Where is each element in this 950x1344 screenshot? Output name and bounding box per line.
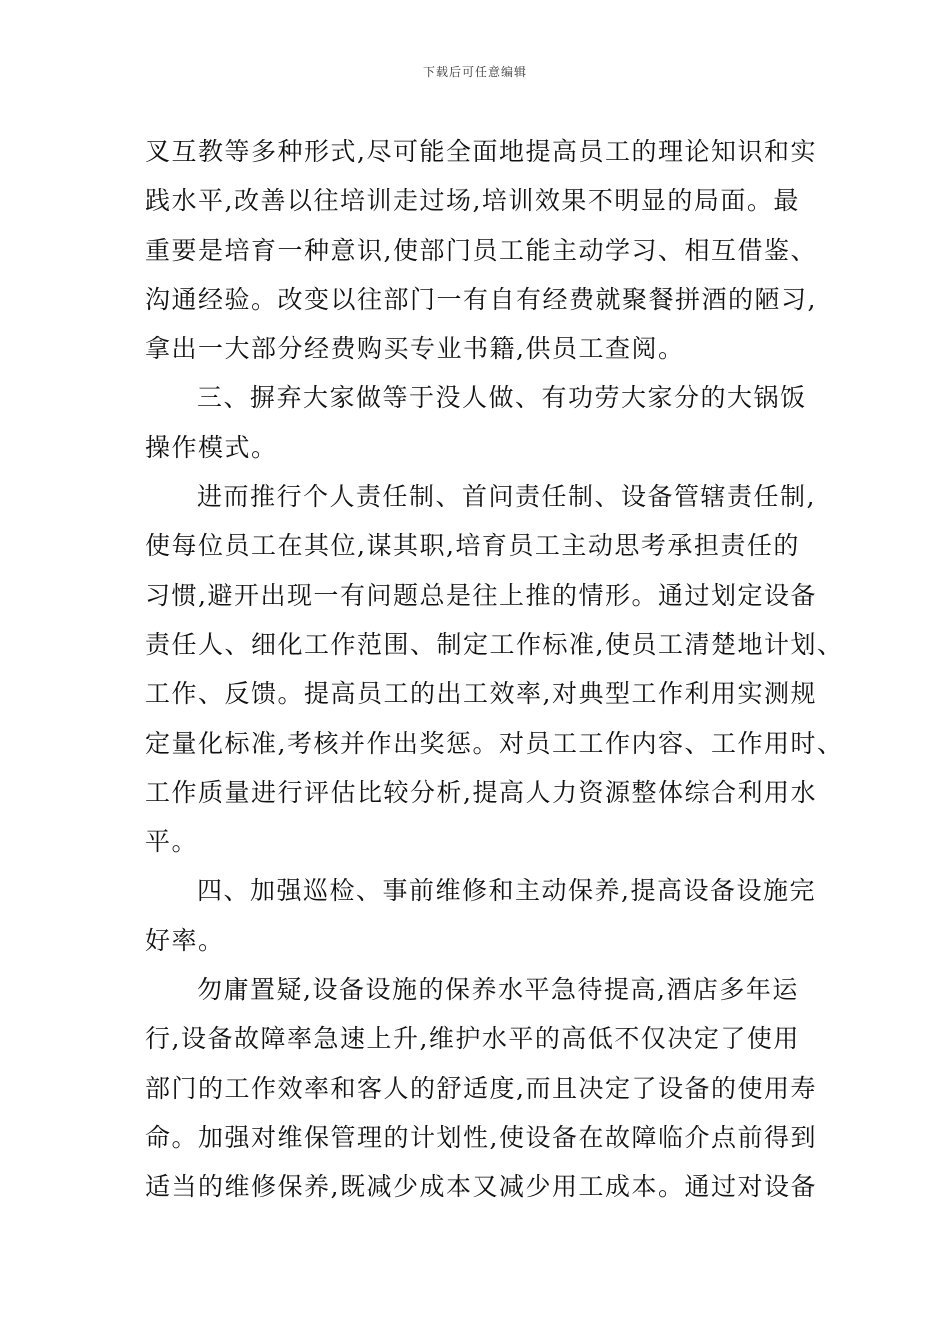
section-heading-three-cont: 操作模式。 xyxy=(145,432,278,462)
text-line: 适当的维修保养,既减少成本又减少用工成本。通过对设备 xyxy=(145,1172,817,1202)
text-line: 沟通经验。改变以往部门一有自有经费就聚餐拼酒的陋习, xyxy=(145,284,817,314)
text-line: 使每位员工在其位,谋其职,培育员工主动思考承担责任的 xyxy=(145,531,800,561)
text-line: 习惯,避开出现一有问题总是往上推的情形。通过划定设备 xyxy=(145,580,817,610)
section-heading-four: 四、加强巡检、事前维修和主动保养,提高设备设施完 xyxy=(197,876,816,906)
text-line: 责任人、细化工作范围、制定工作标准,使员工清楚地计划、 xyxy=(145,629,844,659)
text-line: 工作、反馈。提高员工的出工效率,对典型工作利用实测规 xyxy=(145,679,817,709)
text-line: 命。加强对维保管理的计划性,使设备在故障临介点前得到 xyxy=(145,1122,817,1152)
text-line: 工作质量进行评估比较分析,提高人力资源整体综合利用水 xyxy=(145,777,817,807)
text-line: 行,设备故障率急速上升,维护水平的高低不仅决定了使用 xyxy=(145,1024,800,1054)
section-heading-three: 三、摒弃大家做等于没人做、有功劳大家分的大锅饭 xyxy=(197,383,807,413)
paragraph-start: 进而推行个人责任制、首问责任制、设备管辖责任制, xyxy=(197,482,816,512)
text-line: 部门的工作效率和客人的舒适度,而且决定了设备的使用寿 xyxy=(145,1073,817,1103)
document-body xyxy=(145,127,844,1212)
text-line: 重要是培育一种意识,使部门员工能主动学习、相互借鉴、 xyxy=(145,235,817,265)
text-line: 践水平,改善以往培训走过场,培训效果不明显的局面。最 xyxy=(145,186,800,216)
text-line: 定量化标准,考核并作出奖惩。对员工工作内容、工作用时、 xyxy=(145,728,844,758)
page-header: 下载后可任意编辑 xyxy=(422,65,527,79)
text-line: 拿出一大部分经费购买专业书籍,供员工查阅。 xyxy=(145,334,685,364)
text-line: 叉互教等多种形式,尽可能全面地提高员工的理论知识和实 xyxy=(145,137,817,166)
text-line: 平。 xyxy=(145,827,199,857)
paragraph-start: 勿庸置疑,设备设施的保养水平急待提高,酒店多年运 xyxy=(197,975,799,1005)
section-heading-four-cont: 好率。 xyxy=(145,925,225,955)
